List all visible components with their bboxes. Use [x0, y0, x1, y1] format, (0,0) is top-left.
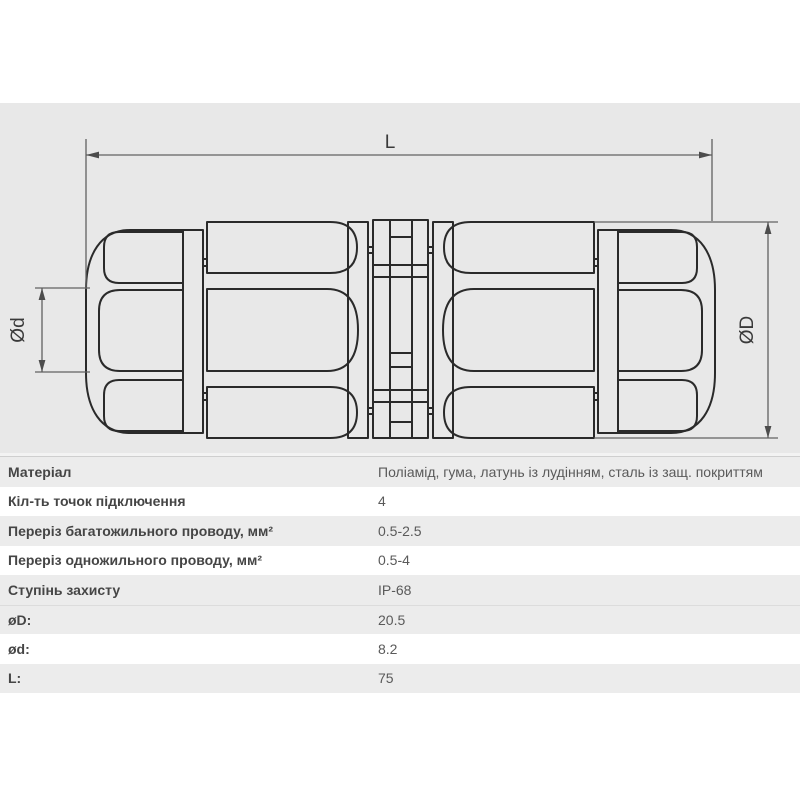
spec-label: øD: [8, 611, 32, 628]
dimension-small-diameter-label: Ød [8, 317, 29, 343]
spec-row-material [0, 457, 800, 487]
connector-drawing-svg [0, 103, 800, 453]
spec-value: 4 [378, 493, 386, 510]
spec-label: Кіл-ть точок підключення [8, 493, 186, 510]
spec-value: 0.5-2.5 [378, 522, 422, 539]
spec-row-connection-points [0, 487, 800, 517]
connector-right-half [428, 222, 715, 438]
left-cap-fin-top [104, 232, 183, 283]
spec-value: Поліамід, гума, латунь із лудінням, сталь із защ. покриттям [378, 463, 763, 480]
spec-label: L: [8, 670, 22, 687]
spec-value: 20.5 [378, 611, 406, 628]
left-end-cap [86, 230, 183, 433]
left-cap-fin-middle [99, 290, 183, 371]
left-housing-top [207, 222, 357, 273]
spec-label: Матеріал [8, 463, 72, 480]
dimension-length-label: L [384, 132, 396, 153]
spec-value: 8.2 [378, 640, 398, 657]
spec-label: Переріз одножильного проводу, мм² [8, 552, 262, 569]
left-cap-fin-bottom [104, 380, 183, 431]
left-housing-middle [207, 289, 358, 371]
spec-label: Ступінь захисту [8, 581, 121, 598]
spec-row-length [0, 664, 800, 694]
connector-technical-drawing [0, 103, 800, 453]
spec-value: 75 [378, 670, 394, 687]
spec-label: ød: [8, 640, 30, 657]
spec-row-solid-wire-section [0, 546, 800, 576]
dimension-large-diameter-label: ØD [737, 315, 758, 345]
connector-left-half [86, 222, 373, 438]
spec-value: 0.5-4 [378, 552, 410, 569]
spec-row-stranded-wire-section [0, 516, 800, 546]
dimension-large-diameter [594, 222, 778, 438]
spec-row-cable-diameter [0, 634, 800, 664]
spec-row-outer-diameter [0, 605, 800, 635]
spec-label: Переріз багатожильного проводу, мм² [8, 522, 273, 539]
left-collar [183, 230, 203, 433]
spec-value: IP-68 [378, 581, 412, 598]
central-joint [373, 220, 428, 438]
spec-row-protection-degree [0, 575, 800, 605]
left-housing-bottom [207, 387, 357, 438]
specification-table [0, 453, 800, 693]
dimension-small-diameter [8, 288, 90, 372]
